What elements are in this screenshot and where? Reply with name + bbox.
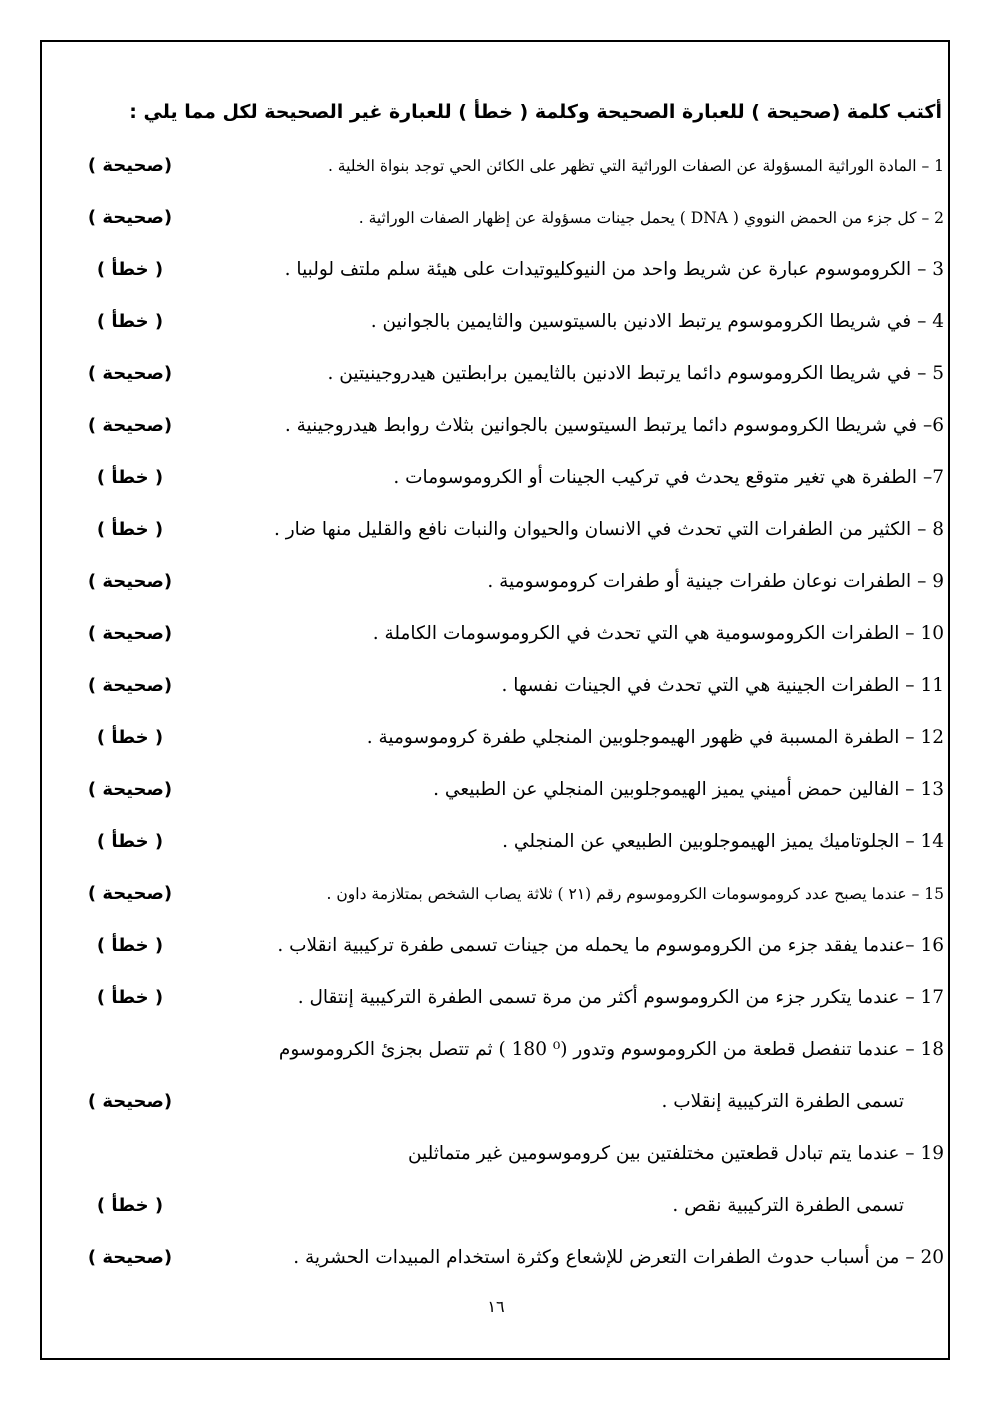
answer-label: (صحيحة ) — [87, 675, 173, 696]
list-item — [0, 356, 992, 392]
list-item — [0, 512, 992, 548]
list-item — [0, 1188, 992, 1224]
statement-text: 14 – الجلوتاميك يميز الهيموجلوبين الطبيعي عن المنجلي . — [502, 831, 944, 852]
statement-text: 5 – في شريطا الكروموسوم دائما يرتبط الادنين بالثايمين برابطتين هيدروجينيتين . — [327, 363, 944, 384]
list-item — [0, 408, 992, 444]
statement-text: 10 – الطفرات الكروموسومية هي التي تحدث في الكروموسومات الكاملة . — [372, 623, 944, 644]
answer-label: ( خطأ ) — [96, 831, 164, 852]
answer-label: ( خطأ ) — [96, 727, 164, 748]
answer-label: ( خطأ ) — [96, 467, 164, 488]
answer-label: ( خطأ ) — [96, 519, 164, 540]
list-item — [0, 1084, 992, 1120]
answer-label: (صحيحة ) — [87, 571, 173, 592]
list-item — [0, 564, 992, 600]
statement-text: 4 – في شريطا الكروموسوم يرتبط الادنين بالسيتوسين والثايمين بالجوانين . — [370, 311, 944, 332]
list-item — [0, 304, 992, 340]
list-item — [0, 460, 992, 496]
answer-label: (صحيحة ) — [87, 363, 173, 384]
answer-label: (صحيحة ) — [87, 883, 173, 904]
statement-text: تسمى الطفرة التركيبية نقص . — [672, 1195, 904, 1216]
statement-text: 3 – الكروموسوم عبارة عن شريط واحد من النيوكليوتيدات على هيئة سلم ملتف لولبيا . — [284, 259, 944, 280]
answer-label: ( خطأ ) — [96, 311, 164, 332]
answer-label: (صحيحة ) — [87, 779, 173, 800]
statement-text: 20 – من أسباب حدوث الطفرات التعرض للإشعاع وكثرة استخدام المبيدات الحشرية . — [293, 1247, 944, 1268]
list-item — [0, 148, 992, 184]
list-item — [0, 200, 992, 236]
answer-label: ( خطأ ) — [96, 1195, 164, 1216]
list-item — [0, 668, 992, 704]
answer-label: ( خطأ ) — [96, 259, 164, 280]
page-number: ١٦ — [487, 1297, 505, 1316]
statement-text: 19 – عندما يتم تبادل قطعتين مختلفتين بين كروموسومين غير متماثلين — [407, 1143, 944, 1164]
list-item — [0, 720, 992, 756]
list-item — [0, 1032, 992, 1068]
list-item — [0, 252, 992, 288]
answer-label: (صحيحة ) — [87, 1247, 173, 1268]
list-item — [0, 616, 992, 652]
statement-text: 1 – المادة الوراثية المسؤولة عن الصفات الوراثية التي تظهر على الكائن الحي توجد بنواة الخلية . — [327, 157, 944, 175]
statement-text: 7– الطفرة هي تغير متوقع يحدث في تركيب الجينات أو الكروموسومات . — [393, 467, 944, 488]
statement-text: 13 – الفالين حمض أميني يميز الهيموجلوبين المنجلي عن الطبيعي . — [433, 779, 944, 800]
statement-text: تسمى الطفرة التركيبية إنقلاب . — [661, 1091, 904, 1112]
answer-label: (صحيحة ) — [87, 623, 173, 644]
list-item — [0, 980, 992, 1016]
list-item — [0, 1240, 992, 1276]
answer-label: (صحيحة ) — [87, 155, 173, 176]
statement-text: 11 – الطفرات الجينية هي التي تحدث في الجينات نفسها . — [501, 675, 944, 696]
answer-label: (صحيحة ) — [87, 1091, 173, 1112]
list-item — [0, 824, 992, 860]
list-item — [0, 1136, 992, 1172]
statement-text: 15 – عندما يصبح عدد كروموسومات الكروموسوم رقم (٢١ ) ثلاثة يصاب الشخص بمتلازمة داون . — [326, 885, 944, 903]
list-item — [0, 772, 992, 808]
answer-label: ( خطأ ) — [96, 935, 164, 956]
statement-text: 18 – عندما تنفصل قطعة من الكروموسوم وتدور (⁰ 180 ) ثم تتصل بجزئ الكروموسوم — [278, 1039, 944, 1060]
statement-text: 6– في شريطا الكروموسوم دائما يرتبط السيتوسين بالجوانين بثلاث روابط هيدروجينية . — [284, 415, 944, 436]
statement-text: 9 – الطفرات نوعان طفرات جينية أو طفرات كروموسومية . — [487, 571, 944, 592]
answer-label: (صحيحة ) — [87, 207, 173, 228]
page-title: أكتب كلمة (صحيحة ) للعبارة الصحيحة وكلمة ( خطأ ) للعبارة غير الصحيحة لكل مما يلي : — [129, 101, 942, 123]
statement-text: 8 – الكثير من الطفرات التي تحدث في الانسان والحيوان والنبات نافع والقليل منها ضار . — [273, 519, 944, 540]
statement-text: 2 – كل جزء من الحمض النووي ( DNA ) يحمل جينات مسؤولة عن إظهار الصفات الوراثية . — [358, 209, 944, 227]
answer-label: (صحيحة ) — [87, 415, 173, 436]
list-item — [0, 876, 992, 912]
statement-text: 17 – عندما يتكرر جزء من الكروموسوم أكثر من مرة تسمى الطفرة التركيبية إنتقال . — [297, 987, 944, 1008]
statement-text: 16 –عندما يفقد جزء من الكروموسوم ما يحمله من جينات تسمى طفرة تركيبية انقلاب . — [277, 935, 944, 956]
statement-text: 12 – الطفرة المسببة في ظهور الهيموجلوبين المنجلي طفرة كروموسومية . — [366, 727, 944, 748]
answer-label: ( خطأ ) — [96, 987, 164, 1008]
list-item — [0, 928, 992, 964]
